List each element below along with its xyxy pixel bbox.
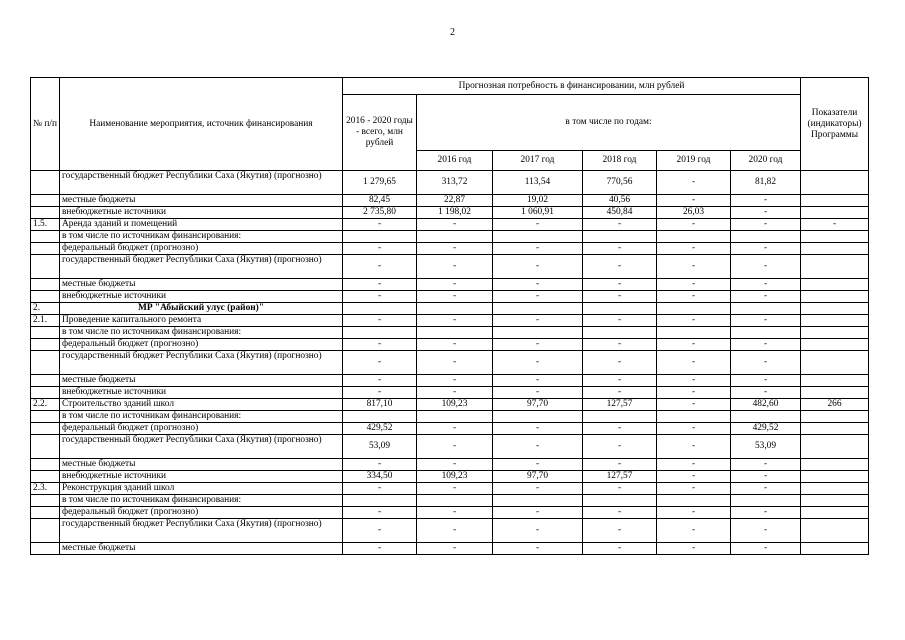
- table-row: [31, 351, 869, 375]
- year-value: [583, 327, 657, 339]
- year-value: -: [657, 387, 731, 399]
- row-name: местные бюджеты: [60, 543, 343, 555]
- row-number: [31, 339, 60, 351]
- year-value: -: [417, 483, 493, 495]
- year-value: -: [731, 375, 801, 387]
- row-number: [31, 291, 60, 303]
- row-number: 1.5.: [31, 219, 60, 231]
- year-value: [731, 231, 801, 243]
- row-number: [31, 279, 60, 291]
- header-indicators: Показатели (индикаторы) Программы: [801, 78, 869, 171]
- year-value: -: [657, 339, 731, 351]
- total-value: -: [343, 375, 417, 387]
- year-value: -: [417, 351, 493, 375]
- indicator-value: [801, 435, 869, 459]
- table-row: [31, 315, 869, 327]
- table-row: [31, 255, 869, 279]
- year-value: -: [731, 387, 801, 399]
- year-value: 127,57: [583, 471, 657, 483]
- year-value: -: [493, 387, 583, 399]
- row-name: Реконструкция зданий школ: [60, 483, 343, 495]
- year-value: -: [417, 255, 493, 279]
- year-value: 1 198,02: [417, 207, 493, 219]
- table-row: [31, 435, 869, 459]
- year-value: [583, 231, 657, 243]
- year-value: -: [493, 507, 583, 519]
- row-name: федеральный бюджет (прогнозно): [60, 507, 343, 519]
- total-value: -: [343, 507, 417, 519]
- year-value: -: [657, 291, 731, 303]
- year-value: -: [731, 507, 801, 519]
- year-value: 113,54: [493, 171, 583, 195]
- year-value: [583, 411, 657, 423]
- total-value: -: [343, 483, 417, 495]
- indicator-value: [801, 255, 869, 279]
- table-row: [31, 231, 869, 243]
- total-value: [343, 231, 417, 243]
- section-row: [31, 303, 869, 315]
- year-value: -: [493, 375, 583, 387]
- year-value: -: [493, 279, 583, 291]
- year-value: -: [657, 483, 731, 495]
- table-row: [31, 291, 869, 303]
- year-value: [583, 303, 657, 315]
- table-row: [31, 495, 869, 507]
- year-value: -: [583, 255, 657, 279]
- table-row: [31, 207, 869, 219]
- header-by-year: в том числе по годам:: [417, 95, 801, 151]
- year-value: [657, 303, 731, 315]
- year-value: 109,23: [417, 399, 493, 411]
- year-value: -: [583, 543, 657, 555]
- year-value: -: [493, 423, 583, 435]
- year-value: 109,23: [417, 471, 493, 483]
- year-value: [417, 495, 493, 507]
- year-value: -: [493, 483, 583, 495]
- table-row: [31, 339, 869, 351]
- row-number: 2.3.: [31, 483, 60, 495]
- year-value: -: [731, 351, 801, 375]
- row-name: местные бюджеты: [60, 279, 343, 291]
- total-value: -: [343, 459, 417, 471]
- year-value: -: [731, 219, 801, 231]
- year-value: -: [657, 351, 731, 375]
- table-row: [31, 279, 869, 291]
- year-value: -: [417, 387, 493, 399]
- year-value: -: [657, 543, 731, 555]
- row-name: государственный бюджет Республики Саха (Якутия) (прогнозно): [60, 351, 343, 375]
- year-value: -: [417, 423, 493, 435]
- year-value: [657, 231, 731, 243]
- row-name: в том числе по источникам финансирования:: [60, 327, 343, 339]
- row-name: государственный бюджет Республики Саха (Якутия) (прогнозно): [60, 435, 343, 459]
- year-value: -: [583, 435, 657, 459]
- year-value: [417, 327, 493, 339]
- year-value: -: [657, 195, 731, 207]
- row-name: местные бюджеты: [60, 195, 343, 207]
- year-value: -: [417, 435, 493, 459]
- table-row: [31, 411, 869, 423]
- year-value: [731, 495, 801, 507]
- total-value: 429,52: [343, 423, 417, 435]
- indicator-value: [801, 243, 869, 255]
- row-number: [31, 255, 60, 279]
- total-value: [343, 327, 417, 339]
- row-name: внебюджетные источники: [60, 387, 343, 399]
- total-value: [343, 411, 417, 423]
- table-row: [31, 195, 869, 207]
- indicator-value: [801, 471, 869, 483]
- year-value: -: [493, 459, 583, 471]
- row-name: внебюджетные источники: [60, 471, 343, 483]
- indicator-value: [801, 231, 869, 243]
- year-value: -: [493, 315, 583, 327]
- table-row: [31, 519, 869, 543]
- total-value: 82,45: [343, 195, 417, 207]
- year-value: -: [417, 375, 493, 387]
- year-value: -: [731, 483, 801, 495]
- table-row: [31, 387, 869, 399]
- year-value: -: [731, 459, 801, 471]
- year-value: -: [493, 255, 583, 279]
- row-number: [31, 495, 60, 507]
- total-value: 817,10: [343, 399, 417, 411]
- indicator-value: 266: [801, 399, 869, 411]
- table-row: [31, 399, 869, 411]
- row-name: государственный бюджет Республики Саха (Якутия) (прогнозно): [60, 519, 343, 543]
- year-value: -: [583, 243, 657, 255]
- row-name: внебюджетные источники: [60, 207, 343, 219]
- row-number: [31, 231, 60, 243]
- header-no: № п/п: [31, 78, 60, 171]
- year-value: -: [657, 459, 731, 471]
- table-row: [31, 327, 869, 339]
- year-value: [417, 231, 493, 243]
- row-name: МР "Абыйский улус (район)": [60, 303, 343, 315]
- year-value: -: [417, 339, 493, 351]
- row-number: [31, 471, 60, 483]
- indicator-value: [801, 375, 869, 387]
- year-value: -: [417, 219, 493, 231]
- year-value: [731, 303, 801, 315]
- total-value: -: [343, 219, 417, 231]
- year-value: -: [583, 519, 657, 543]
- year-value: 313,72: [417, 171, 493, 195]
- year-value: -: [417, 291, 493, 303]
- indicator-value: [801, 519, 869, 543]
- year-value: [731, 411, 801, 423]
- year-value: -: [493, 291, 583, 303]
- indicator-value: [801, 195, 869, 207]
- year-value: -: [731, 207, 801, 219]
- year-value: [417, 303, 493, 315]
- total-value: 2 735,80: [343, 207, 417, 219]
- financing-table: [30, 77, 869, 555]
- row-name: внебюджетные источники: [60, 291, 343, 303]
- year-value: 1 060,91: [493, 207, 583, 219]
- year-value: -: [731, 243, 801, 255]
- year-value: -: [493, 543, 583, 555]
- row-name: в том числе по источникам финансирования:: [60, 411, 343, 423]
- table-row: [31, 219, 869, 231]
- year-value: -: [583, 291, 657, 303]
- year-value: -: [493, 219, 583, 231]
- row-name: государственный бюджет Республики Саха (Якутия) (прогнозно): [60, 171, 343, 195]
- header-year: 2019 год: [657, 151, 731, 171]
- table-row: [31, 375, 869, 387]
- table-row: [31, 459, 869, 471]
- table-row: [31, 243, 869, 255]
- year-value: -: [657, 315, 731, 327]
- row-name: в том числе по источникам финансирования:: [60, 495, 343, 507]
- total-value: -: [343, 543, 417, 555]
- total-value: 53,09: [343, 435, 417, 459]
- row-number: [31, 171, 60, 195]
- year-value: 429,52: [731, 423, 801, 435]
- total-value: -: [343, 339, 417, 351]
- row-name: федеральный бюджет (прогнозно): [60, 339, 343, 351]
- year-value: -: [493, 351, 583, 375]
- row-number: [31, 327, 60, 339]
- year-value: -: [583, 483, 657, 495]
- year-value: [583, 495, 657, 507]
- indicator-value: [801, 495, 869, 507]
- table-row: [31, 507, 869, 519]
- year-value: -: [731, 279, 801, 291]
- year-value: -: [731, 471, 801, 483]
- total-value: 1 279,65: [343, 171, 417, 195]
- indicator-value: [801, 459, 869, 471]
- table-row: [31, 171, 869, 195]
- row-name: в том числе по источникам финансирования:: [60, 231, 343, 243]
- row-number: [31, 243, 60, 255]
- indicator-value: [801, 279, 869, 291]
- year-value: -: [657, 375, 731, 387]
- total-value: 334,50: [343, 471, 417, 483]
- row-name: Строительство зданий школ: [60, 399, 343, 411]
- row-number: [31, 507, 60, 519]
- year-value: [657, 495, 731, 507]
- indicator-value: [801, 387, 869, 399]
- table-row: [31, 483, 869, 495]
- year-value: 26,03: [657, 207, 731, 219]
- year-value: -: [417, 315, 493, 327]
- total-value: -: [343, 279, 417, 291]
- year-value: -: [583, 507, 657, 519]
- table-row: [31, 423, 869, 435]
- row-name: местные бюджеты: [60, 459, 343, 471]
- year-value: -: [731, 519, 801, 543]
- year-value: 482,60: [731, 399, 801, 411]
- year-value: -: [657, 219, 731, 231]
- table-body: [31, 171, 869, 555]
- year-value: [417, 411, 493, 423]
- total-value: -: [343, 387, 417, 399]
- total-value: -: [343, 519, 417, 543]
- year-value: -: [417, 243, 493, 255]
- indicator-value: [801, 351, 869, 375]
- row-number: [31, 423, 60, 435]
- indicator-value: [801, 291, 869, 303]
- year-value: -: [731, 291, 801, 303]
- row-name: Проведение капитального ремонта: [60, 315, 343, 327]
- year-value: -: [731, 255, 801, 279]
- year-value: -: [657, 507, 731, 519]
- row-name: федеральный бюджет (прогнозно): [60, 423, 343, 435]
- table-row: [31, 543, 869, 555]
- indicator-value: [801, 339, 869, 351]
- table-row: [31, 471, 869, 483]
- year-value: 450,84: [583, 207, 657, 219]
- year-value: -: [731, 339, 801, 351]
- year-value: -: [493, 519, 583, 543]
- year-value: -: [583, 459, 657, 471]
- year-value: 40,56: [583, 195, 657, 207]
- year-value: -: [657, 471, 731, 483]
- year-value: -: [583, 279, 657, 291]
- year-value: -: [583, 387, 657, 399]
- year-value: -: [583, 339, 657, 351]
- row-name: Аренда зданий и помещений: [60, 219, 343, 231]
- year-value: -: [417, 459, 493, 471]
- indicator-value: [801, 207, 869, 219]
- row-number: [31, 543, 60, 555]
- year-value: 770,56: [583, 171, 657, 195]
- year-value: -: [657, 423, 731, 435]
- indicator-value: [801, 411, 869, 423]
- header-total: 2016 - 2020 годы - всего, млн рублей: [343, 95, 417, 171]
- year-value: -: [583, 219, 657, 231]
- row-number: 2.1.: [31, 315, 60, 327]
- year-value: 97,70: [493, 471, 583, 483]
- total-value: -: [343, 291, 417, 303]
- year-value: 22,87: [417, 195, 493, 207]
- year-value: [731, 327, 801, 339]
- indicator-value: [801, 315, 869, 327]
- row-name: федеральный бюджет (прогнозно): [60, 243, 343, 255]
- header-year: 2018 год: [583, 151, 657, 171]
- year-value: -: [657, 171, 731, 195]
- year-value: -: [583, 423, 657, 435]
- year-value: 19,02: [493, 195, 583, 207]
- year-value: -: [657, 255, 731, 279]
- year-value: -: [731, 543, 801, 555]
- year-value: -: [583, 351, 657, 375]
- year-value: 127,57: [583, 399, 657, 411]
- row-number: [31, 387, 60, 399]
- year-value: [657, 411, 731, 423]
- header-financing-need: Прогнозная потребность в финансировании, млн рублей: [343, 78, 801, 95]
- indicator-value: [801, 327, 869, 339]
- year-value: [493, 231, 583, 243]
- year-value: -: [731, 315, 801, 327]
- row-name: местные бюджеты: [60, 375, 343, 387]
- year-value: 97,70: [493, 399, 583, 411]
- row-number: 2.: [31, 303, 60, 315]
- total-value: -: [343, 243, 417, 255]
- year-value: -: [657, 279, 731, 291]
- indicator-value: [801, 483, 869, 495]
- page-number: 2: [450, 27, 455, 38]
- row-number: [31, 459, 60, 471]
- year-value: -: [657, 435, 731, 459]
- year-value: [657, 327, 731, 339]
- indicator-value: [801, 423, 869, 435]
- year-value: -: [417, 543, 493, 555]
- indicator-value: -: [801, 219, 869, 231]
- row-number: [31, 411, 60, 423]
- total-value: -: [343, 351, 417, 375]
- row-number: 2.2.: [31, 399, 60, 411]
- indicator-value: [801, 507, 869, 519]
- year-value: 53,09: [731, 435, 801, 459]
- header-year: 2020 год: [731, 151, 801, 171]
- indicator-value: [801, 543, 869, 555]
- row-number: [31, 195, 60, 207]
- year-value: [493, 303, 583, 315]
- row-number: [31, 207, 60, 219]
- total-value: [343, 303, 417, 315]
- year-value: -: [731, 195, 801, 207]
- row-number: [31, 375, 60, 387]
- year-value: -: [583, 375, 657, 387]
- year-value: -: [417, 279, 493, 291]
- total-value: -: [343, 255, 417, 279]
- year-value: -: [493, 339, 583, 351]
- total-value: -: [343, 315, 417, 327]
- row-number: [31, 435, 60, 459]
- indicator-value: [801, 171, 869, 195]
- row-number: [31, 351, 60, 375]
- row-number: [31, 519, 60, 543]
- year-value: [493, 411, 583, 423]
- indicator-value: [801, 303, 869, 315]
- year-value: [493, 327, 583, 339]
- row-name: государственный бюджет Республики Саха (Якутия) (прогнозно): [60, 255, 343, 279]
- year-value: -: [417, 507, 493, 519]
- year-value: -: [417, 519, 493, 543]
- year-value: -: [657, 399, 731, 411]
- year-value: -: [583, 315, 657, 327]
- year-value: -: [657, 519, 731, 543]
- header-year: 2016 год: [417, 151, 493, 171]
- year-value: [493, 495, 583, 507]
- header-name: Наименование мероприятия, источник финансирования: [60, 78, 343, 171]
- year-value: -: [493, 243, 583, 255]
- year-value: -: [657, 243, 731, 255]
- total-value: [343, 495, 417, 507]
- header-year: 2017 год: [493, 151, 583, 171]
- year-value: -: [493, 435, 583, 459]
- year-value: 81,82: [731, 171, 801, 195]
